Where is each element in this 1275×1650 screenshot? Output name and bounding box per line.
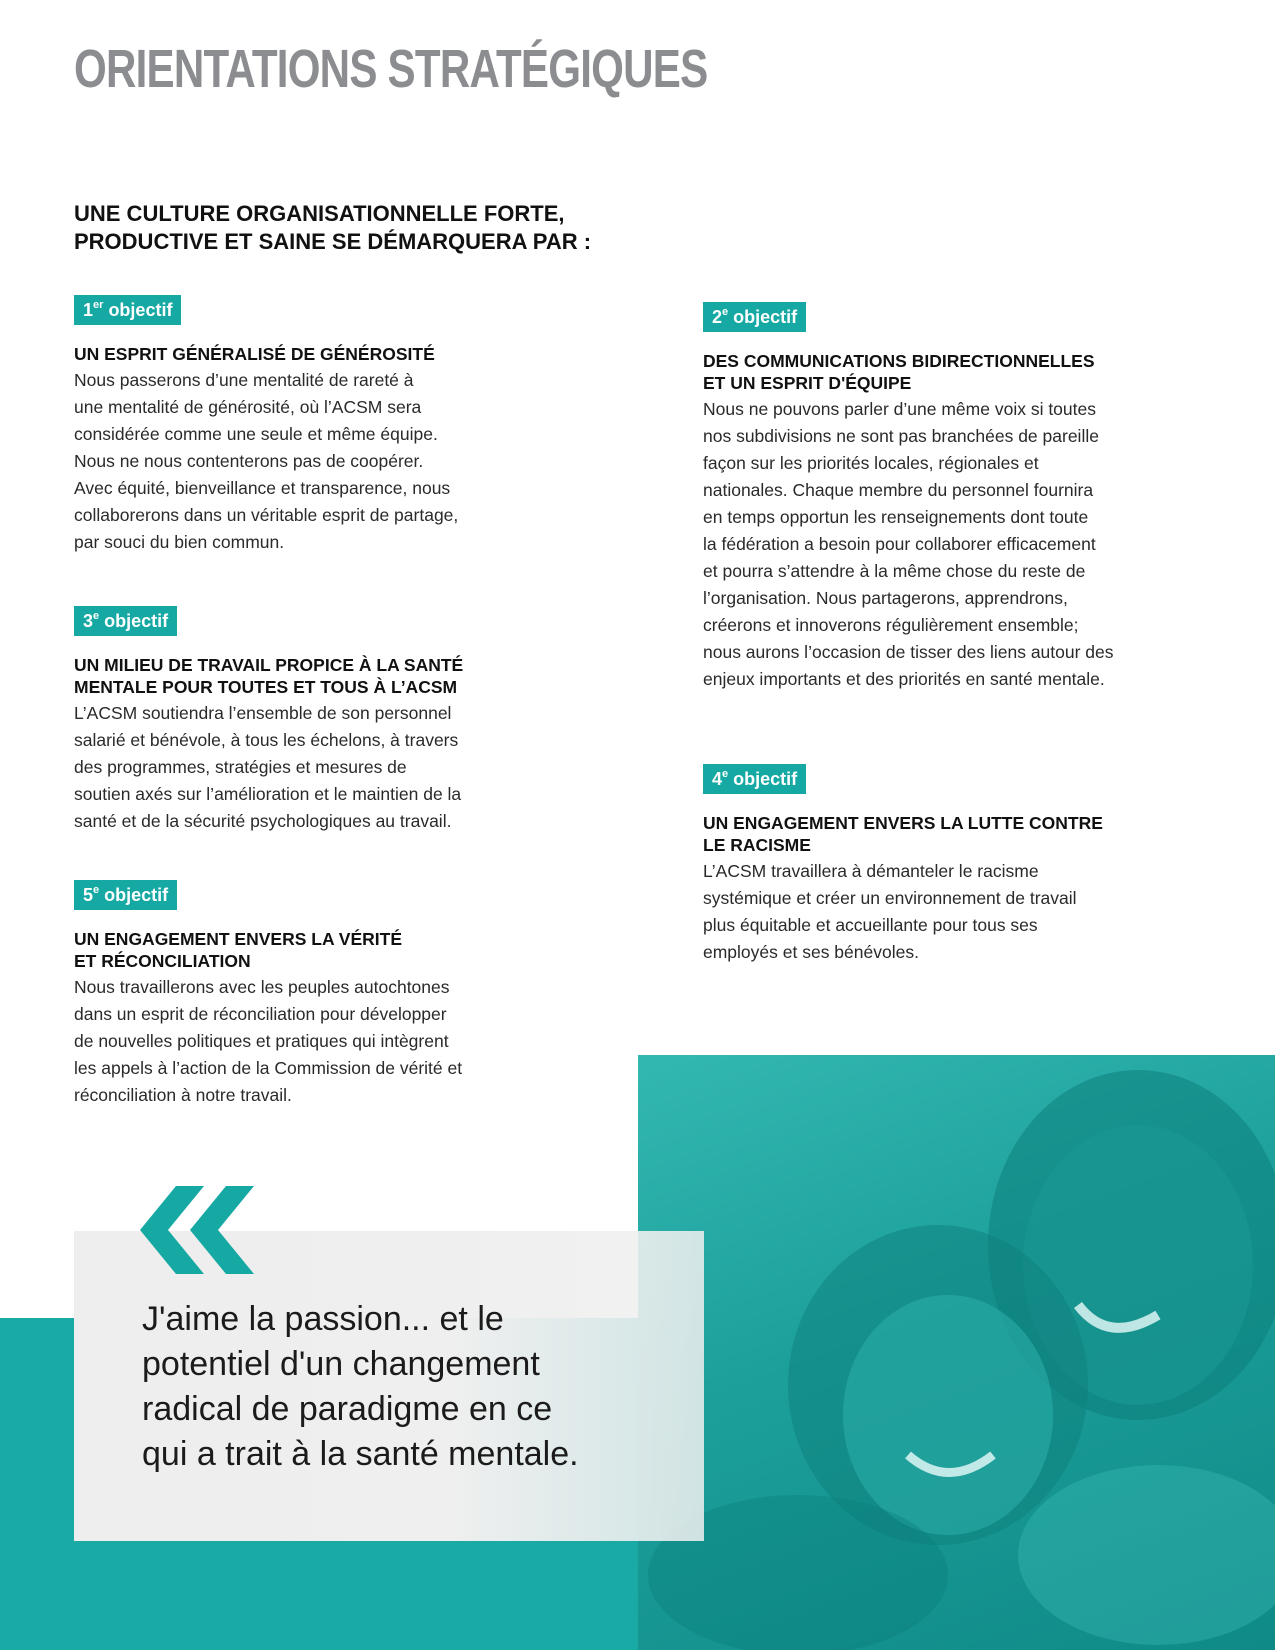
objective-4: [703, 764, 1183, 966]
photo-illustration: [638, 1055, 1275, 1650]
objective-1: [74, 295, 534, 556]
objective-text: Nous passerons d’une mentalité de rareté à une mentalité de générosité, où l’ACSM sera considérée comme une seule et même équipe. Nous ne nous contenterons pas de coopérer. Avec équité, bienveillance et transparence, nous collaborerons dans un véritable esprit de partage, par souci du bien commun.: [74, 370, 459, 552]
objective-text: L’ACSM soutiendra l’ensemble de son personnel salarié et bénévole, à tous les échelons, à travers des programmes, stratégies et mesures de soutien axés sur l’amélioration et le maintien de la santé et de la sécurité psychologiques au travail.: [74, 703, 462, 831]
objective-badge: 1er objectif: [74, 295, 181, 325]
objective-3: [74, 606, 534, 835]
objective-title: UN ENGAGEMENT ENVERS LA VÉRITÉ ET RÉCONCILIATION: [74, 929, 402, 971]
objective-title: UN MILIEU DE TRAVAIL PROPICE À LA SANTÉ MENTALE POUR TOUTES ET TOUS À L’ACSM: [74, 655, 464, 697]
objective-text: L’ACSM travaillera à démanteler le racisme systémique et créer un environnement de travail plus équitable et accueillante pour tous ses employés et ses bénévoles.: [703, 861, 1077, 962]
objective-badge: 5e objectif: [74, 880, 177, 910]
objective-5: [74, 880, 534, 1109]
objective-title: UN ESPRIT GÉNÉRALISÉ DE GÉNÉROSITÉ: [74, 344, 435, 364]
intro-heading: UNE CULTURE ORGANISATIONNELLE FORTE, PRODUCTIVE ET SAINE SE DÉMARQUERA PAR :: [74, 201, 592, 254]
objective-2: [703, 302, 1183, 693]
objective-badge: 3e objectif: [74, 606, 177, 636]
quote-text: J'aime la passion... et le potentiel d'un changement radical de paradigme en ce qui a trait à la santé mentale.: [142, 1300, 579, 1473]
objective-badge: 4e objectif: [703, 764, 806, 794]
objective-badge: 2e objectif: [703, 302, 806, 332]
objective-text: Nous travaillerons avec les peuples autochtones dans un esprit de réconciliation pour développer de nouvelles politiques et pratiques qui intègrent les appels à l’action de la Commission de vérité et réconciliation à notre travail.: [74, 977, 463, 1105]
quote-chevrons-icon: [140, 1186, 260, 1274]
page-title: ORIENTATIONS STRATÉGIQUES: [74, 39, 708, 99]
photo-father-daughter: [638, 1055, 1275, 1650]
objective-title: DES COMMUNICATIONS BIDIRECTIONNELLES ET UN ESPRIT D'ÉQUIPE: [703, 351, 1095, 393]
objective-title: UN ENGAGEMENT ENVERS LA LUTTE CONTRE LE RACISME: [703, 813, 1103, 855]
objective-text: Nous ne pouvons parler d’une même voix si toutes nos subdivisions ne sont pas branchées de pareille façon sur les priorités locales, régionales et nationales. Chaque membre du personnel fournira en temps opportun les renseignements dont toute la fédération a besoin pour collaborer efficacement et pourra s’attendre à la même chose du reste de l’organisation. Nous partagerons, apprendrons, créerons et innoverons régulièrement ensemble; nous aurons l’occasion de tisser des liens autour des enjeux importants et des priorités en santé mentale.: [703, 399, 1114, 689]
